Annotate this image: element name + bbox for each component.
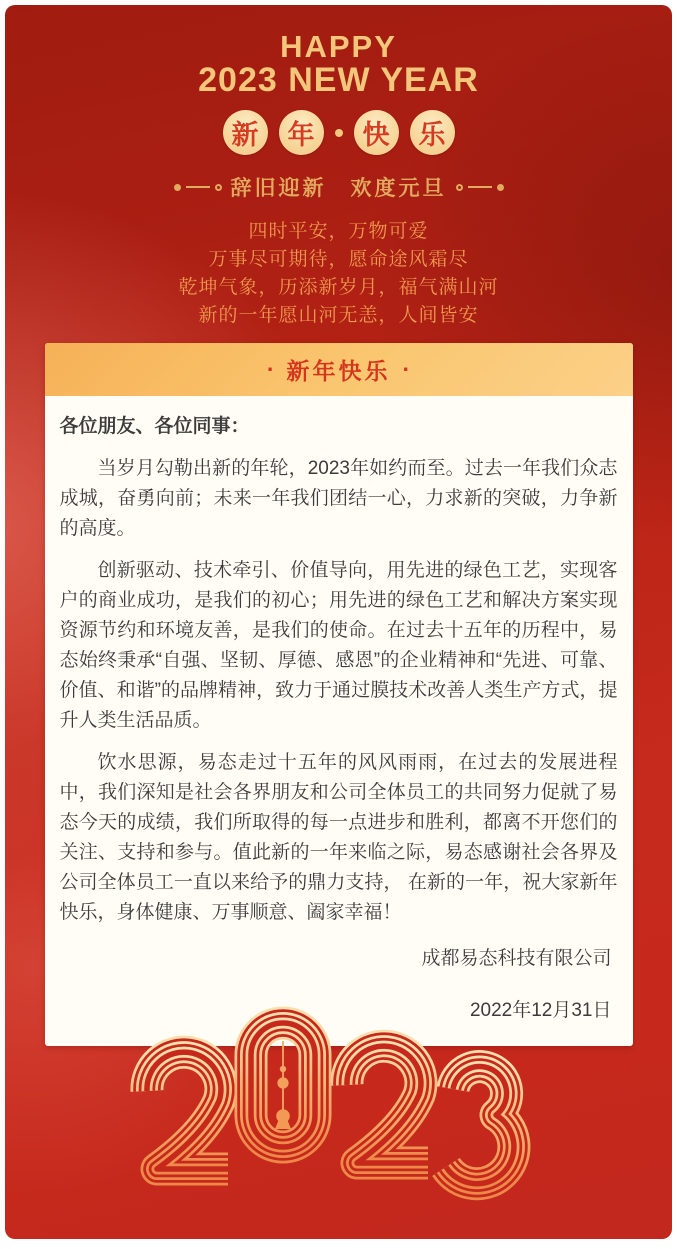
poem-line: 万事尽可期待，愿命途风霜尽 [208, 249, 469, 270]
title-2023-new-year: 2023 NEW YEAR [198, 61, 479, 99]
letter-card-header [45, 343, 633, 396]
medallion-le: 乐 [410, 110, 455, 155]
letter-paragraph-1: 当岁月勾勒出新的年轮，2023年如约而至。过去一年我们众志成城，奋勇向前；未来一年我们团结一心，力求新的突破，力争新的高度。 [59, 458, 618, 539]
poem-block [5, 218, 672, 330]
medallion-xin: 新 [223, 110, 268, 155]
open-circle-icon [215, 184, 222, 191]
banner-divider [5, 172, 672, 202]
line-icon [468, 186, 492, 188]
letter-paragraph-3: 饮水思源，易态走过十五年的风风雨雨，在过去的发展进程中，我们深知是社会各界朋友和公司全体员工的共同努力促就了易态今天的成绩，我们所取得的每一点进步和胜利，都离不开您们的关注、支持和参与。值此新的一年来临之际，易态感谢社会各界及公司全体员工一直以来给予的鼎力支持， 在新的一年，祝大家新年快乐，身体健康、万事顺意、阖家幸福！ [59, 752, 618, 923]
letter-card [45, 343, 633, 1046]
header-dot-right: · [402, 356, 411, 382]
poem-line: 四时平安，万物可爱 [248, 221, 429, 242]
year-2023-svg [129, 1003, 549, 1203]
greeting-poster [5, 5, 672, 1239]
poem-line: 乾坤气象，历添新岁月，福气满山河 [178, 277, 499, 298]
divider-ornament-left [174, 184, 222, 191]
title-happy: HAPPY [280, 29, 397, 64]
letter-signature: 成都易态科技有限公司 [421, 948, 612, 969]
header-dot-left: · [266, 356, 275, 382]
filled-dot-icon [497, 184, 504, 191]
letter-date: 2022年12月31日 [469, 1000, 612, 1021]
letter-paragraph-2: 创新驱动、技术牵引、价值导向，用先进的绿色工艺，实现客户的商业成功，是我们的初心；用先进的绿色工艺和解决方案实现资源节约和环境友善，是我们的使命。在过去十五年的历程中，易态始终秉承“自强、坚韧、厚德、感恩”的企业精神和“先进、可靠、价值、和谐”的品牌精神，致力于通过膜技术改善人类生产方式，提升人类生活品质。 [59, 560, 618, 731]
medallion-nian: 年 [279, 110, 324, 155]
poem-line: 新的一年愿山河无恙，人间皆安 [198, 305, 479, 326]
letter-greeting: 各位朋友、各位同事： [59, 416, 250, 437]
banner-text: 辞旧迎新 欢度元旦 [230, 177, 447, 200]
line-icon [186, 186, 210, 188]
open-circle-icon [456, 184, 463, 191]
letter-body [45, 396, 633, 1046]
pearl-tower-icon [275, 1041, 291, 1129]
filled-dot-icon [174, 184, 181, 191]
poster-title [5, 5, 672, 97]
medallion-separator-dot [335, 129, 343, 137]
divider-ornament-right [456, 184, 504, 191]
medallion-kuai: 快 [354, 110, 399, 155]
year-2023-graphic [5, 1003, 672, 1203]
medallion-row [5, 110, 672, 155]
letter-card-title: 新年快乐 [286, 358, 391, 384]
